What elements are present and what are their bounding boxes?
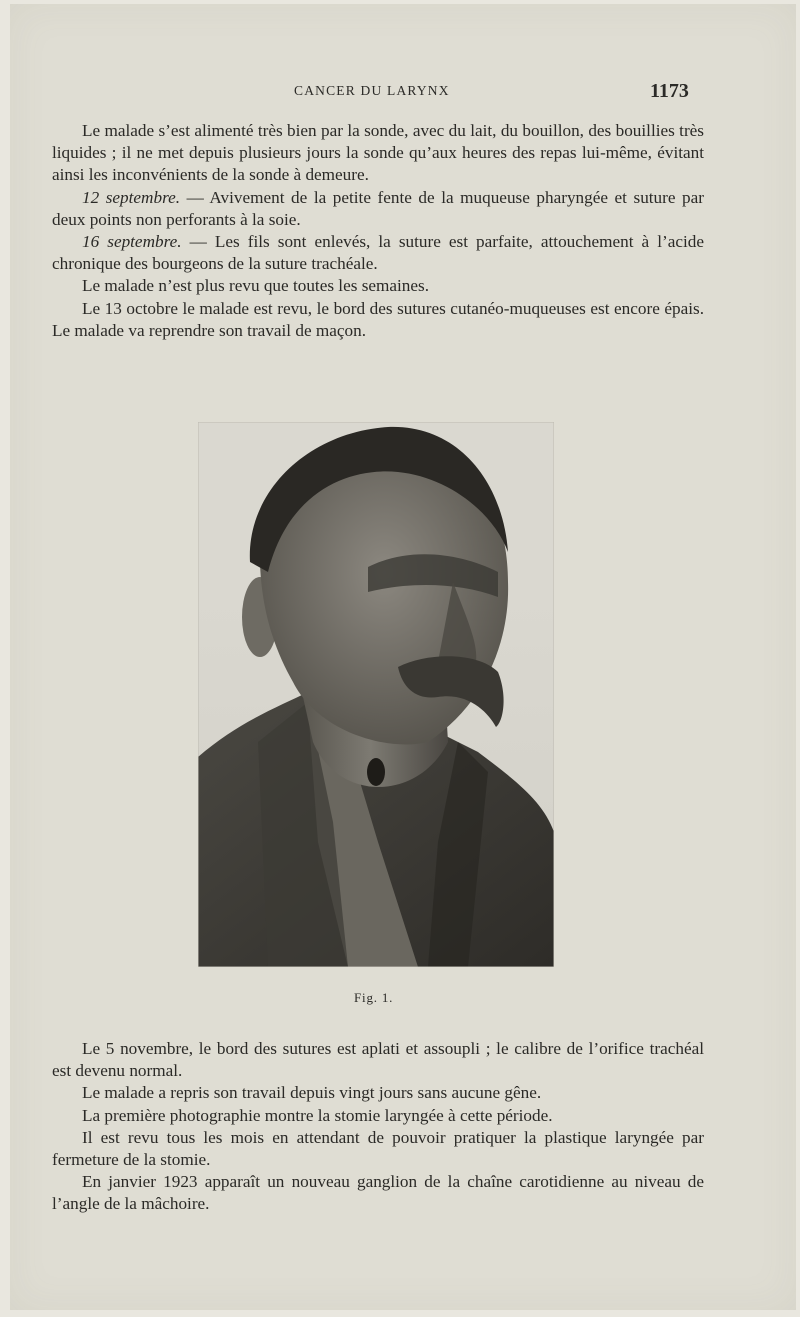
paragraph (52, 187, 704, 231)
page-header (10, 80, 796, 104)
paragraph (52, 1082, 704, 1104)
text-block-top (52, 120, 704, 342)
running-title: CANCER DU LARYNX (294, 83, 450, 98)
paragraph (52, 1105, 704, 1127)
paragraph (52, 298, 704, 342)
paragraph-text: Le malade a repris son travail depuis vingt jours sans aucune gêne. (82, 1083, 542, 1103)
paragraph-text: Il est revu tous les mois en attendant de pouvoir pratiquer la plastique laryngée par fermeture de la stomie. (52, 1127, 704, 1170)
figure-photograph (198, 422, 554, 967)
paragraph (52, 1038, 704, 1082)
paragraph (52, 275, 704, 297)
paragraph (52, 231, 704, 275)
paragraph-text: En janvier 1923 apparaît un nouveau ganglion de la chaîne carotidienne au niveau de l’angle de la mâchoire. (52, 1172, 704, 1214)
paragraph-text: — Les fils sont enlevés, la suture est parfaite, attouchement à l’acide chronique des bourgeons de la suture trachéale. (52, 232, 704, 274)
book-page (10, 4, 796, 1310)
paragraph (52, 120, 704, 187)
paragraph-text: — Avivement de la petite fente de la muqueuse pharyngée et suture par deux points non perforants à la soie. (52, 187, 705, 229)
paragraph (52, 1127, 704, 1171)
text-block-bottom (52, 1038, 704, 1216)
paragraph-text: La première photographie montre la stomie laryngée à cette période. (82, 1105, 553, 1125)
paragraph-date: 16 septembre. (82, 232, 182, 252)
paragraph-text: Le 13 octobre le malade est revu, le bord des sutures cutanéo-muqueuses est encore épais. Le malade va reprendre son travail de maçon. (52, 298, 704, 340)
page-number: 1173 (650, 80, 689, 102)
figure-caption: Fig. 1. (354, 990, 394, 1005)
paragraph-text: Le malade n’est plus revu que toutes les semaines. (82, 276, 429, 296)
paragraph-date: 12 septembre. (82, 187, 181, 207)
paragraph-text: Le malade s’est alimenté très bien par la sonde, avec du lait, du bouillon, des bouillies très liquides ; il ne met depuis plusieurs jours la sonde qu’aux heures des repas lui-même, évitant ainsi les inconvénients de la sonde à demeure. (52, 121, 704, 185)
paragraph (52, 1171, 704, 1215)
paragraph-text: Le 5 novembre, le bord des sutures est aplati et assoupli ; le calibre de l’orifice trachéal est devenu normal. (52, 1039, 704, 1081)
portrait-illustration (198, 422, 554, 967)
